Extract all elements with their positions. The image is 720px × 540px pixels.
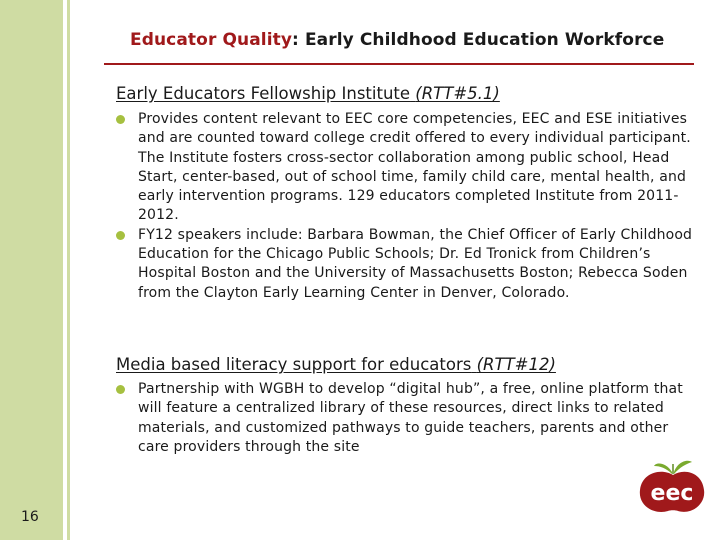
section-tag: (RTT#12) bbox=[476, 355, 556, 374]
bullet-text: Partnership with WGBH to develop “digital hub”, a free, online platform that will feature a centralized library of these resources, direct links to related materials, and customized pathways to guide teachers, parents and other care providers through the site bbox=[138, 381, 683, 455]
bullet-text: Provides content relevant to EEC core competencies, EEC and ESE initiatives and are counted toward college credit offered to every individual participant. The Institute fosters cross-sector collaboration among public school, Head Start, center-based, out of school time, family child care, mental health, and early intervention programs. 129 educators completed Institute from 2011-2012. bbox=[138, 111, 691, 224]
eec-logo-icon bbox=[632, 458, 710, 516]
list-item bbox=[116, 380, 696, 457]
section-heading-text: Media based literacy support for educators bbox=[116, 355, 472, 374]
bullet-dot-icon bbox=[116, 115, 125, 124]
section-tag: (RTT#5.1) bbox=[415, 84, 500, 103]
slide-title bbox=[130, 30, 710, 50]
title-divider bbox=[104, 63, 694, 65]
logo-text: eec bbox=[650, 481, 694, 506]
title-accent: Educator Quality bbox=[130, 30, 293, 50]
bullet-list-media bbox=[116, 380, 696, 457]
page-number: 16 bbox=[21, 509, 39, 525]
bullet-list-fellowship bbox=[116, 110, 696, 303]
bullet-dot-icon bbox=[116, 231, 125, 240]
section-heading-text: Early Educators Fellowship Institute bbox=[116, 84, 411, 103]
title-rest: : Early Childhood Education Workforce bbox=[292, 30, 665, 50]
bullet-text: FY12 speakers include: Barbara Bowman, the Chief Officer of Early Childhood Education for the Chicago Public Schools; Dr. Ed Tronick from Children’s Hospital Boston and the University of Massachusetts Boston; Rebecca Soden from the Clayton Early Learning Center in Denver, Colorado. bbox=[138, 226, 693, 301]
left-decorative-line bbox=[67, 0, 70, 540]
section-heading-fellowship bbox=[116, 84, 500, 103]
bullet-dot-icon bbox=[116, 385, 125, 394]
left-decorative-band bbox=[0, 0, 63, 540]
list-item bbox=[116, 110, 696, 226]
list-item bbox=[116, 226, 696, 303]
section-heading-media bbox=[116, 355, 556, 374]
